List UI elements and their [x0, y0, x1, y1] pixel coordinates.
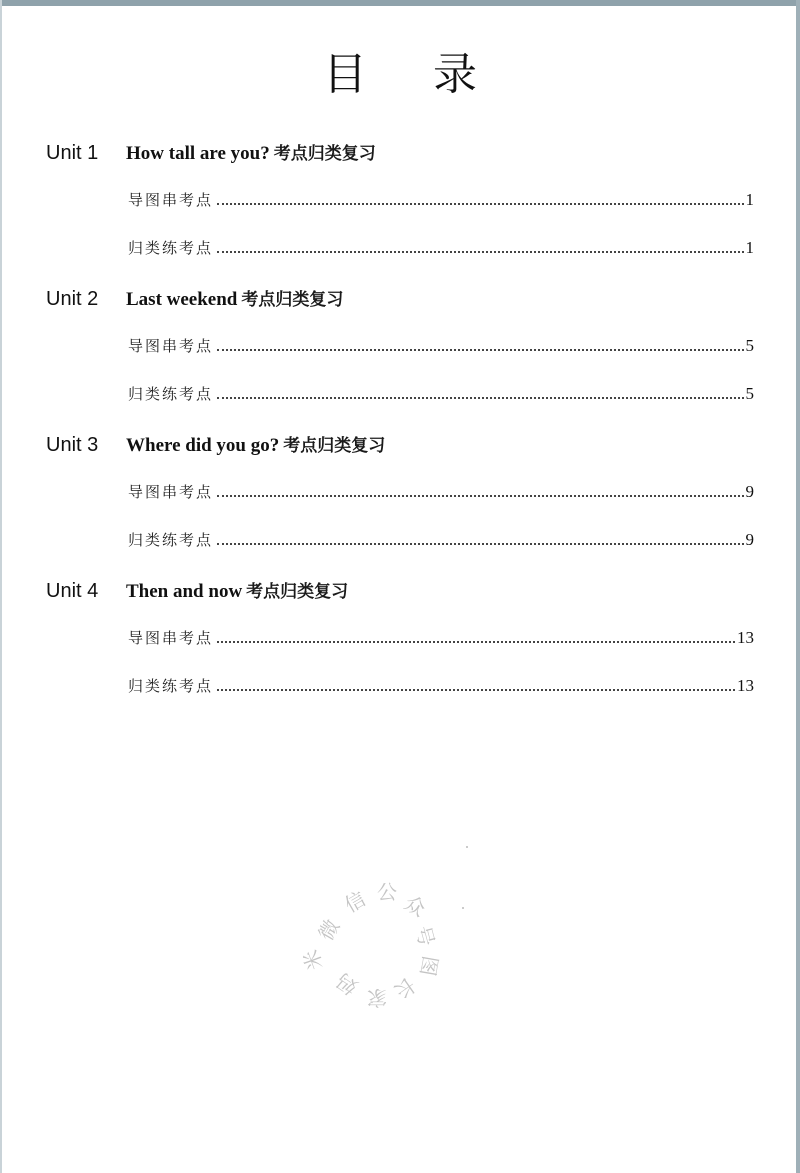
watermark-char: 图: [415, 954, 443, 978]
toc-entry[interactable]: [128, 234, 754, 258]
unit-title: Then and now: [126, 581, 243, 602]
toc-unit-2: [46, 284, 756, 403]
dot-leader: [217, 251, 743, 253]
page-number: 13: [737, 676, 754, 695]
unit-title: How tall are you?: [126, 143, 270, 164]
toc-unit-4: [46, 576, 756, 695]
watermark-char: 号: [410, 923, 440, 949]
unit-heading[interactable]: [46, 284, 756, 314]
unit-suffix: 考点归类复习: [283, 436, 386, 456]
entry-label: 归类练考点: [128, 239, 214, 257]
watermark-char: 众: [400, 890, 430, 922]
unit-number: Unit 3: [46, 434, 99, 456]
entry-label: 归类练考点: [128, 677, 214, 695]
scan-edge-right: [796, 0, 800, 1173]
entry-label: 导图串考点: [128, 337, 214, 355]
unit-number: Unit 2: [46, 288, 99, 310]
entry-label: 导图串考点: [128, 191, 214, 209]
unit-suffix: 考点归类复习: [241, 290, 344, 310]
page-number: 5: [745, 384, 754, 403]
watermark-stamp: [295, 868, 445, 1018]
toc-unit-1: [46, 138, 756, 257]
unit-suffix: 考点归类复习: [246, 582, 349, 602]
dot-leader: [217, 203, 743, 205]
unit-heading[interactable]: [46, 138, 756, 168]
page-number: 1: [745, 238, 754, 257]
watermark-char: 公: [377, 880, 397, 904]
entry-label: 导图串考点: [128, 483, 214, 501]
page-number: 9: [745, 530, 754, 549]
watermark-char: 信: [340, 886, 370, 918]
toc-entry[interactable]: [128, 380, 754, 404]
scan-speck: [462, 907, 464, 909]
watermark-char: 微: [313, 915, 345, 945]
unit-number: Unit 4: [46, 580, 99, 602]
dot-leader: [217, 349, 743, 351]
entry-label: 归类练考点: [128, 531, 214, 549]
watermark-char: 家: [367, 986, 387, 1010]
entry-label: 导图串考点: [128, 629, 214, 647]
dot-leader: [217, 397, 743, 399]
watermark-char: 妈: [331, 968, 363, 1000]
toc-entry[interactable]: [128, 672, 754, 696]
unit-title: Where did you go?: [126, 435, 280, 456]
dot-leader: [217, 543, 743, 545]
toc-entry[interactable]: [128, 332, 754, 356]
dot-leader: [217, 641, 735, 643]
toc-entry[interactable]: [128, 526, 754, 550]
dot-leader: [217, 495, 743, 497]
toc-unit-3: [46, 430, 756, 549]
page-title: 目 录: [323, 49, 503, 100]
unit-number: Unit 1: [46, 142, 99, 164]
scan-speck: [466, 846, 468, 848]
toc-entry[interactable]: [128, 624, 754, 648]
page-number: 5: [745, 336, 754, 355]
unit-heading[interactable]: [46, 576, 756, 606]
entry-label: 归类练考点: [128, 385, 214, 403]
watermark-char: 米: [298, 946, 328, 974]
unit-suffix: 考点归类复习: [273, 144, 376, 164]
page-number: 1: [745, 190, 754, 209]
page-number: 9: [745, 482, 754, 501]
unit-heading[interactable]: [46, 430, 756, 460]
scan-edge-left: [0, 0, 2, 1173]
page-number: 13: [737, 628, 754, 647]
toc-entry[interactable]: [128, 186, 754, 210]
toc-entry[interactable]: [128, 478, 754, 502]
dot-leader: [217, 689, 735, 691]
watermark-char: 长: [389, 972, 421, 1004]
unit-title: Last weekend: [126, 289, 238, 310]
scan-edge-top: [0, 0, 800, 6]
